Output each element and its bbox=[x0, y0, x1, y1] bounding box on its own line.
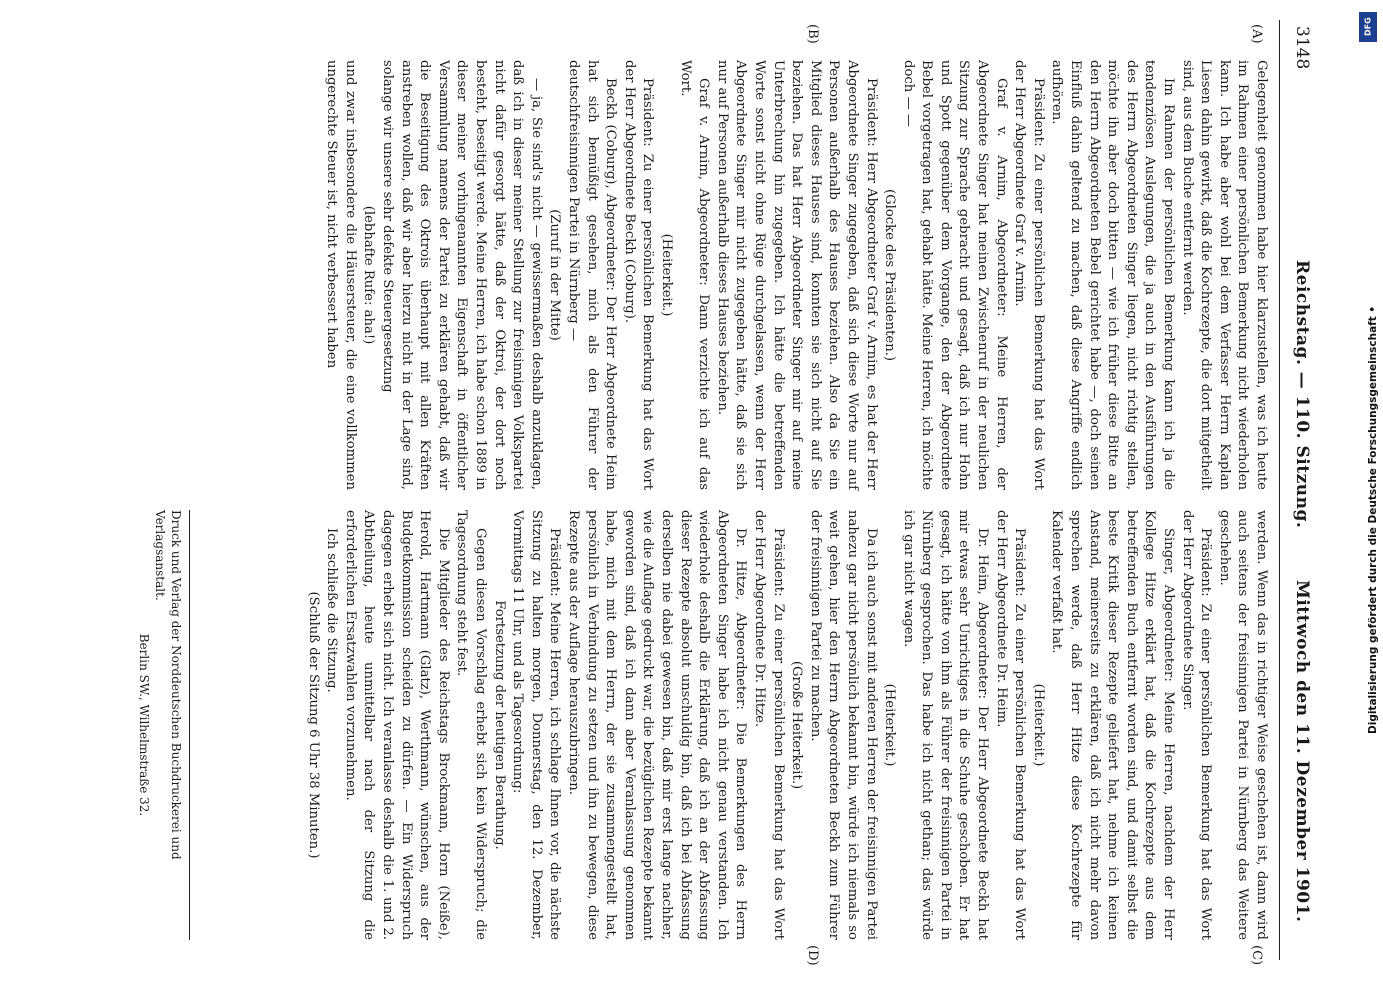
paragraph: — ja, Sie sind's nicht — gewissermaßen deshalb anzuklagen, daß ich in dieser meiner Stellung zur freisinnigen Volkspartei nicht dafür gesorgt hätte, daß der Oktroi, der dort noch besteht, beseitigt werde. Meine Herren, ich habe schon 1889 in dieser meiner vorhingenannten Eigenschaft in öffentlicher Versammlung namens der Partei zu erklären gehabt, daß wir die Beseitigung des Oktrois überhaupt mit allen Kräften anstreben wollen, daß wir aber hierzu nicht in der Lage sind, solange wir unsere sehr defekte Steuergesetzung bbox=[380, 60, 544, 490]
paragraph: Gegen diesen Vorschlag erhebt sich kein Widerspruch; die Tagesordnung steht fest. bbox=[454, 510, 489, 940]
paragraph: Da ich auch sonst mit anderen Herren der freisinnigen Partei nahezu gar nicht persönlich bekannt bin, würde ich niemals so weit gehen, hier den Herrn Abgeordneten Beckh zum Führer der freisinnigen Partei zu machen. bbox=[807, 510, 879, 940]
stage-direction: (Heiterkeit.) bbox=[882, 683, 898, 767]
paragraph: Dr. Heim, Abgeordneter: Der Herr Abgeordnete Beckh hat mir etwas sehr Unrichtiges in die Schuhe geschoben. Er hat gesagt, ich hätte von ihm als Führer der freisinnigen Partei in Nürnberg gesprochen. Das habe ich nicht gethan; das würde ich gar nicht wagen. bbox=[900, 510, 991, 940]
paragraph: Ich schließe die Sitzung. bbox=[324, 528, 340, 693]
paragraph: Präsident: Zu einer persönlichen Bemerkung hat das Wort der Herr Abgeordnete Beckh (Coburg). bbox=[621, 60, 656, 490]
stage-direction: (Zuruf in der Mitte) bbox=[547, 209, 563, 341]
paragraph: Die Mitglieder des Reichstags Brockmann, Horn (Neiße), Herold, Hartmann (Glatz), Werthmann, wünschen, aus der Budgetkommission scheiden zu dürfen. — Ein Widerspruch dagegen erhebt sich nicht. Ich veranlasse deshalb die 1. und 2. Abtheilung, heute unmittelbar nach der Sitzung die erforderlichen Ersatzwahlen vorzunehmen. bbox=[342, 510, 451, 940]
paragraph: Dr. Hitze, Abgeordneter: Die Bemerkungen des Herrn Abgeordneten Singer habe ich nicht genau verstanden. Ich wiederhole deshalb die Erklärung, daß ich an der Abfassung dieser Rezepte absolut unschuldig bin, daß ich bei Abfassung derselben nie dabei gewesen bin, daß mir erst lange nachher, wie die Auflage gedruckt war, die bezüglichen Rezepte bekannt geworden sind, daß ich dann aber Veranlassung genommen habe, mich mit dem Herrn, der sie zusammengestellt hat, persönlich in Verbindung zu setzen und ihn zu bewegen, diese Rezepte aus der Auflage herauszubringen. bbox=[566, 510, 749, 940]
imprint-line: Berlin SW., Wilhelmstraße 32. bbox=[137, 633, 151, 817]
paragraph: Präsident: Zu einer persönlichen Bemerkung hat das Wort der Herr Abgeordnete Dr. Hitze. bbox=[751, 510, 786, 940]
paragraph: Beckh (Coburg), Abgeordneter: Der Herr Abgeordnete Heim hat sich bemüßigt gesehen, mich als den Führer der deutschfreisinnigen Partei in Nürnberg — bbox=[566, 60, 619, 490]
margin-marker-c: (C) bbox=[1249, 945, 1264, 966]
paragraph: Präsident: Zu einer persönlichen Bemerkung hat das Wort der Herr Abgeordnete Singer. bbox=[1179, 510, 1214, 940]
session-date: Mittwoch den 11. Dezember 1901. bbox=[1292, 580, 1312, 923]
paragraph: Präsident: Zu einer persönlichen Bemerkung hat das Wort der Herr Abgeordnete Dr. Heim. bbox=[993, 510, 1028, 940]
digitization-note: Digitalisierung gefördert durch die Deutsche Forschungsgemeinschaft • bbox=[1367, 305, 1379, 735]
paragraph: Graf v. Arnim, Abgeordneter: Meine Herren, der Abgeordnete Singer hat meinen Zwischenruf in der neulichen Sitzung zur Sprache gebracht und gesagt, daß ich nur Hohn und Spott gegenüber dem Vorgange, den der Abgeordnete Bebel vorgetragen hat, gehabt hätte. Meine Herren, ich möchte doch — — bbox=[900, 60, 1009, 490]
stage-direction: (Heiterkeit.) bbox=[659, 233, 674, 317]
stage-direction: (lebhafte Rufe: aha!) bbox=[361, 205, 377, 345]
agenda-item: Fortsetzung der heutigen Berathung. bbox=[491, 600, 507, 850]
paragraph: Gelegenheit genommen habe hier klarzustellen, was ich heute im Rahmen einer persönlichen Bemerkung nicht wiederholen kann. Ich habe aber wohl bei dem Verfasser Herrn Kaplan Liesen dahin gewirkt, daß die Kochrezepte, die dort mitgetheilt sind, aus dem Buche entfernt werden. bbox=[1179, 60, 1269, 490]
footer-divider bbox=[189, 510, 190, 940]
paragraph: Graf v. Arnim, Abgeordneter: Dann verzichte ich auf das Wort. bbox=[677, 60, 712, 490]
right-column bbox=[303, 510, 1270, 940]
paragraph: Präsident: Zu einer persönlichen Bemerkung hat das Wort der Herr Abgeordnete Graf v. Arnim. bbox=[1012, 60, 1046, 490]
paragraph: werden. Wenn das in richtiger Weise geschehen ist, dann wird auch seitens der freisinnigen Partei in Nürnberg das Weitere geschehen. bbox=[1216, 510, 1269, 940]
paragraph: Präsident: Meine Herren, ich schlage Ihnen vor, die nächste Sitzung zu halten morgen, Donnerstag, den 12. Dezember, Vormittags 11 Uhr, und als Tagesordnung: bbox=[510, 510, 563, 940]
imprint-line: Druck und Verlag der Norddeutschen Buchdruckerei und Verlagsanstalt. bbox=[153, 510, 183, 860]
dfg-logo: DFG bbox=[1359, 12, 1377, 42]
paragraph: Singer, Abgeordneter: Meine Herren, nachdem der Herr Kollege Hitze erklärt hat, daß die Kochrezepte aus dem betreffenden Buch entfernt worden sind, und damit selbst die beste Kritik dieser Rezepte geliefert hat, nehme ich keinen Anstand, meinerseits zu erklären, daß ich nicht mehr davon sprechen werde, daß Herr Hitze diese Kochrezepte für Kalender verfaßt hat. bbox=[1049, 510, 1177, 940]
session-title: Reichstag. — 110. Sitzung. bbox=[1292, 260, 1312, 529]
stage-direction: (Große Heiterkeit.) bbox=[789, 660, 805, 790]
paragraph: Präsident: Herr Abgeordneter Graf v. Arnim, es hat der Herr Abgeordnete Singer zugegeben, daß sich diese Worte nur auf Personen außerhalb des Hauses beziehen. Also da Sie ein Mitglied dieses Hauses sind, konnten sie sich nicht auf Sie beziehen. Das hat Herr Abgeordneter Singer mir auf meine Unterbrechung hin zugegeben. Ich hätte die betreffenden Worte sonst nicht ohne Rüge durchgelassen, wenn der Herr Abgeordnete Singer mir nicht zugegeben hätte, daß sie sich nur auf Personen außerhalb dieses Hauses beziehen. bbox=[714, 60, 879, 490]
stage-direction: (Heiterkeit.) bbox=[1030, 683, 1046, 767]
left-column bbox=[322, 60, 1270, 490]
stage-direction: (Schluß der Sitzung 6 Uhr 38 Minuten.) bbox=[305, 591, 321, 859]
page-header bbox=[1279, 20, 1320, 960]
page-number: 3148 bbox=[1292, 26, 1312, 70]
stage-direction: (Glocke des Präsidenten.) bbox=[882, 188, 898, 362]
margin-marker-a: (A) bbox=[1249, 24, 1264, 44]
margin-marker-d: (D) bbox=[805, 945, 820, 966]
paragraph: Im Rahmen der persönlichen Bemerkung kann ich ja die tendenziösen Auslegungen, die ja auch in den Ausführungen des Herrn Abgeordneten Singer liegen, nicht richtig stellen, möchte ihn aber doch bitten — wie ich früher diese Bitte an den Herrn Abgeordneten Bebel gerichtet habe —, doch seinen Einfluß dahin geltend zu machen, daß diese Angriffe endlich aufhören. bbox=[1049, 60, 1177, 490]
margin-marker-b: (B) bbox=[805, 24, 820, 44]
imprint bbox=[136, 510, 184, 940]
paragraph: und zwar insbesondere die Häusersteuer, die eine vollkommen ungerechte Steuer ist, nicht verbessert haben bbox=[324, 60, 358, 490]
rotated-page bbox=[60, 20, 1320, 966]
